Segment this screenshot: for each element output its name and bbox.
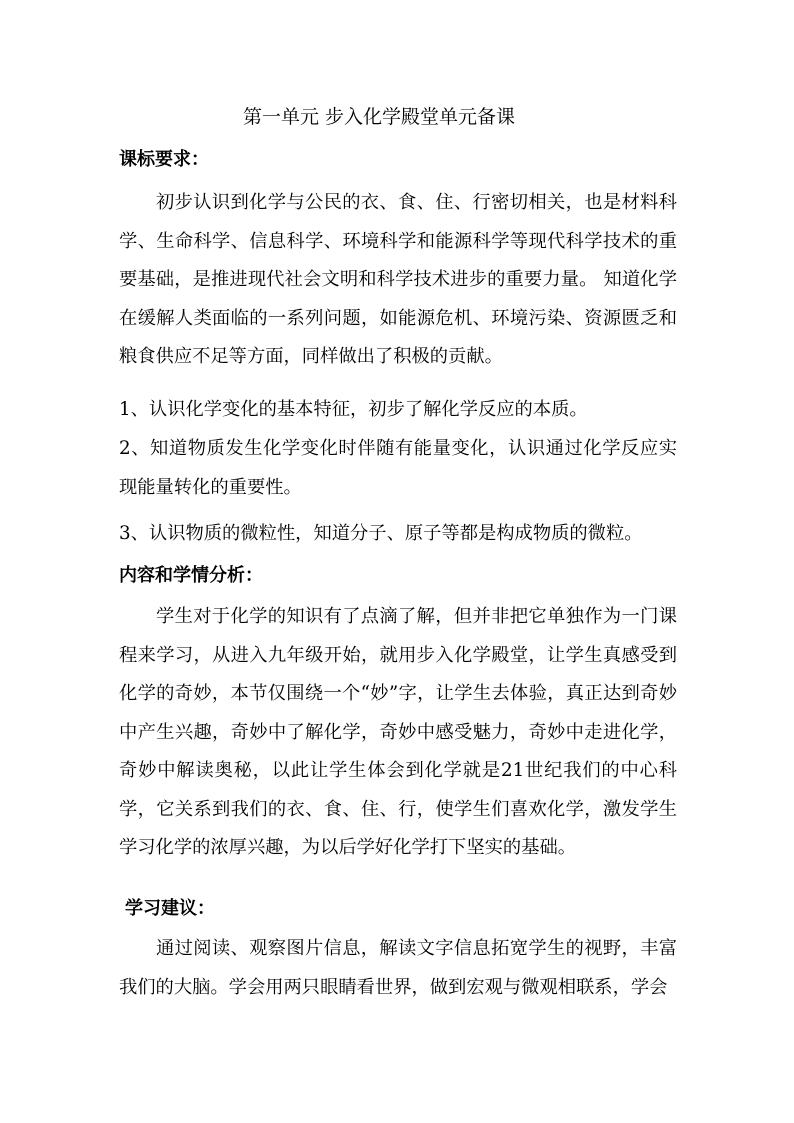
paragraph-requirement-3: 3、认识物质的微粒性，知道分子、原子等都是构成物质的微粒。 [119, 523, 643, 544]
paragraph-analysis: 学生对于化学的知识有了点滴了解，但并非把它单独作为一门课程来学习，从进入九年级开始，就用步入化学殿堂，让学生真感受到化学的奇妙，本节仅围绕一个“妙”字，让学生去体验，真正达到奇妙中产生兴趣，奇妙中了解化学，奇妙中感受魅力，奇妙中走进化学，奇妙中解读奥秘，以此让学生体会到化学就是21世纪我们的中心科学，它关系到我们的衣、食、住、行，使学生们喜欢化学，激发学生学习化学的浓厚兴趣，为以后学好化学打下坚实的基础。 [119, 606, 677, 858]
paragraph-requirement-2: 2、知道物质发生化学变化时伴随有能量变化，认识通过化学反应实现能量转化的重要性。 [119, 438, 677, 498]
section-heading-suggestions: 学习建议： [125, 898, 215, 919]
document-title: 第一单元 步入化学殿堂单元备课 [243, 106, 516, 128]
section-heading-analysis: 内容和学情分析： [119, 565, 263, 586]
paragraph-suggestions: 通过阅读、观察图片信息，解读文字信息拓宽学生的视野，丰富我们的大脑。学会用两只眼睛看世界，做到宏观与微观相联系，学会 [119, 938, 677, 998]
paragraph-curriculum-intro: 初步认识到化学与公民的衣、食、住、行密切相关，也是材料科学、生命科学、信息科学、环境科学和能源科学等现代科学技术的重要基础，是推进现代社会文明和科学技术进步的重要力量。 知道化学在缓解人类面临的一系列问题，如能源危机、环境污染、资源匮乏和粮食供应不足等方面，同样做出了积极的贡献。 [119, 192, 677, 367]
section-heading-curriculum: 课标要求： [119, 149, 209, 170]
paragraph-requirement-1: 1、认识化学变化的基本特征，初步了解化学反应的本质。 [119, 399, 588, 420]
